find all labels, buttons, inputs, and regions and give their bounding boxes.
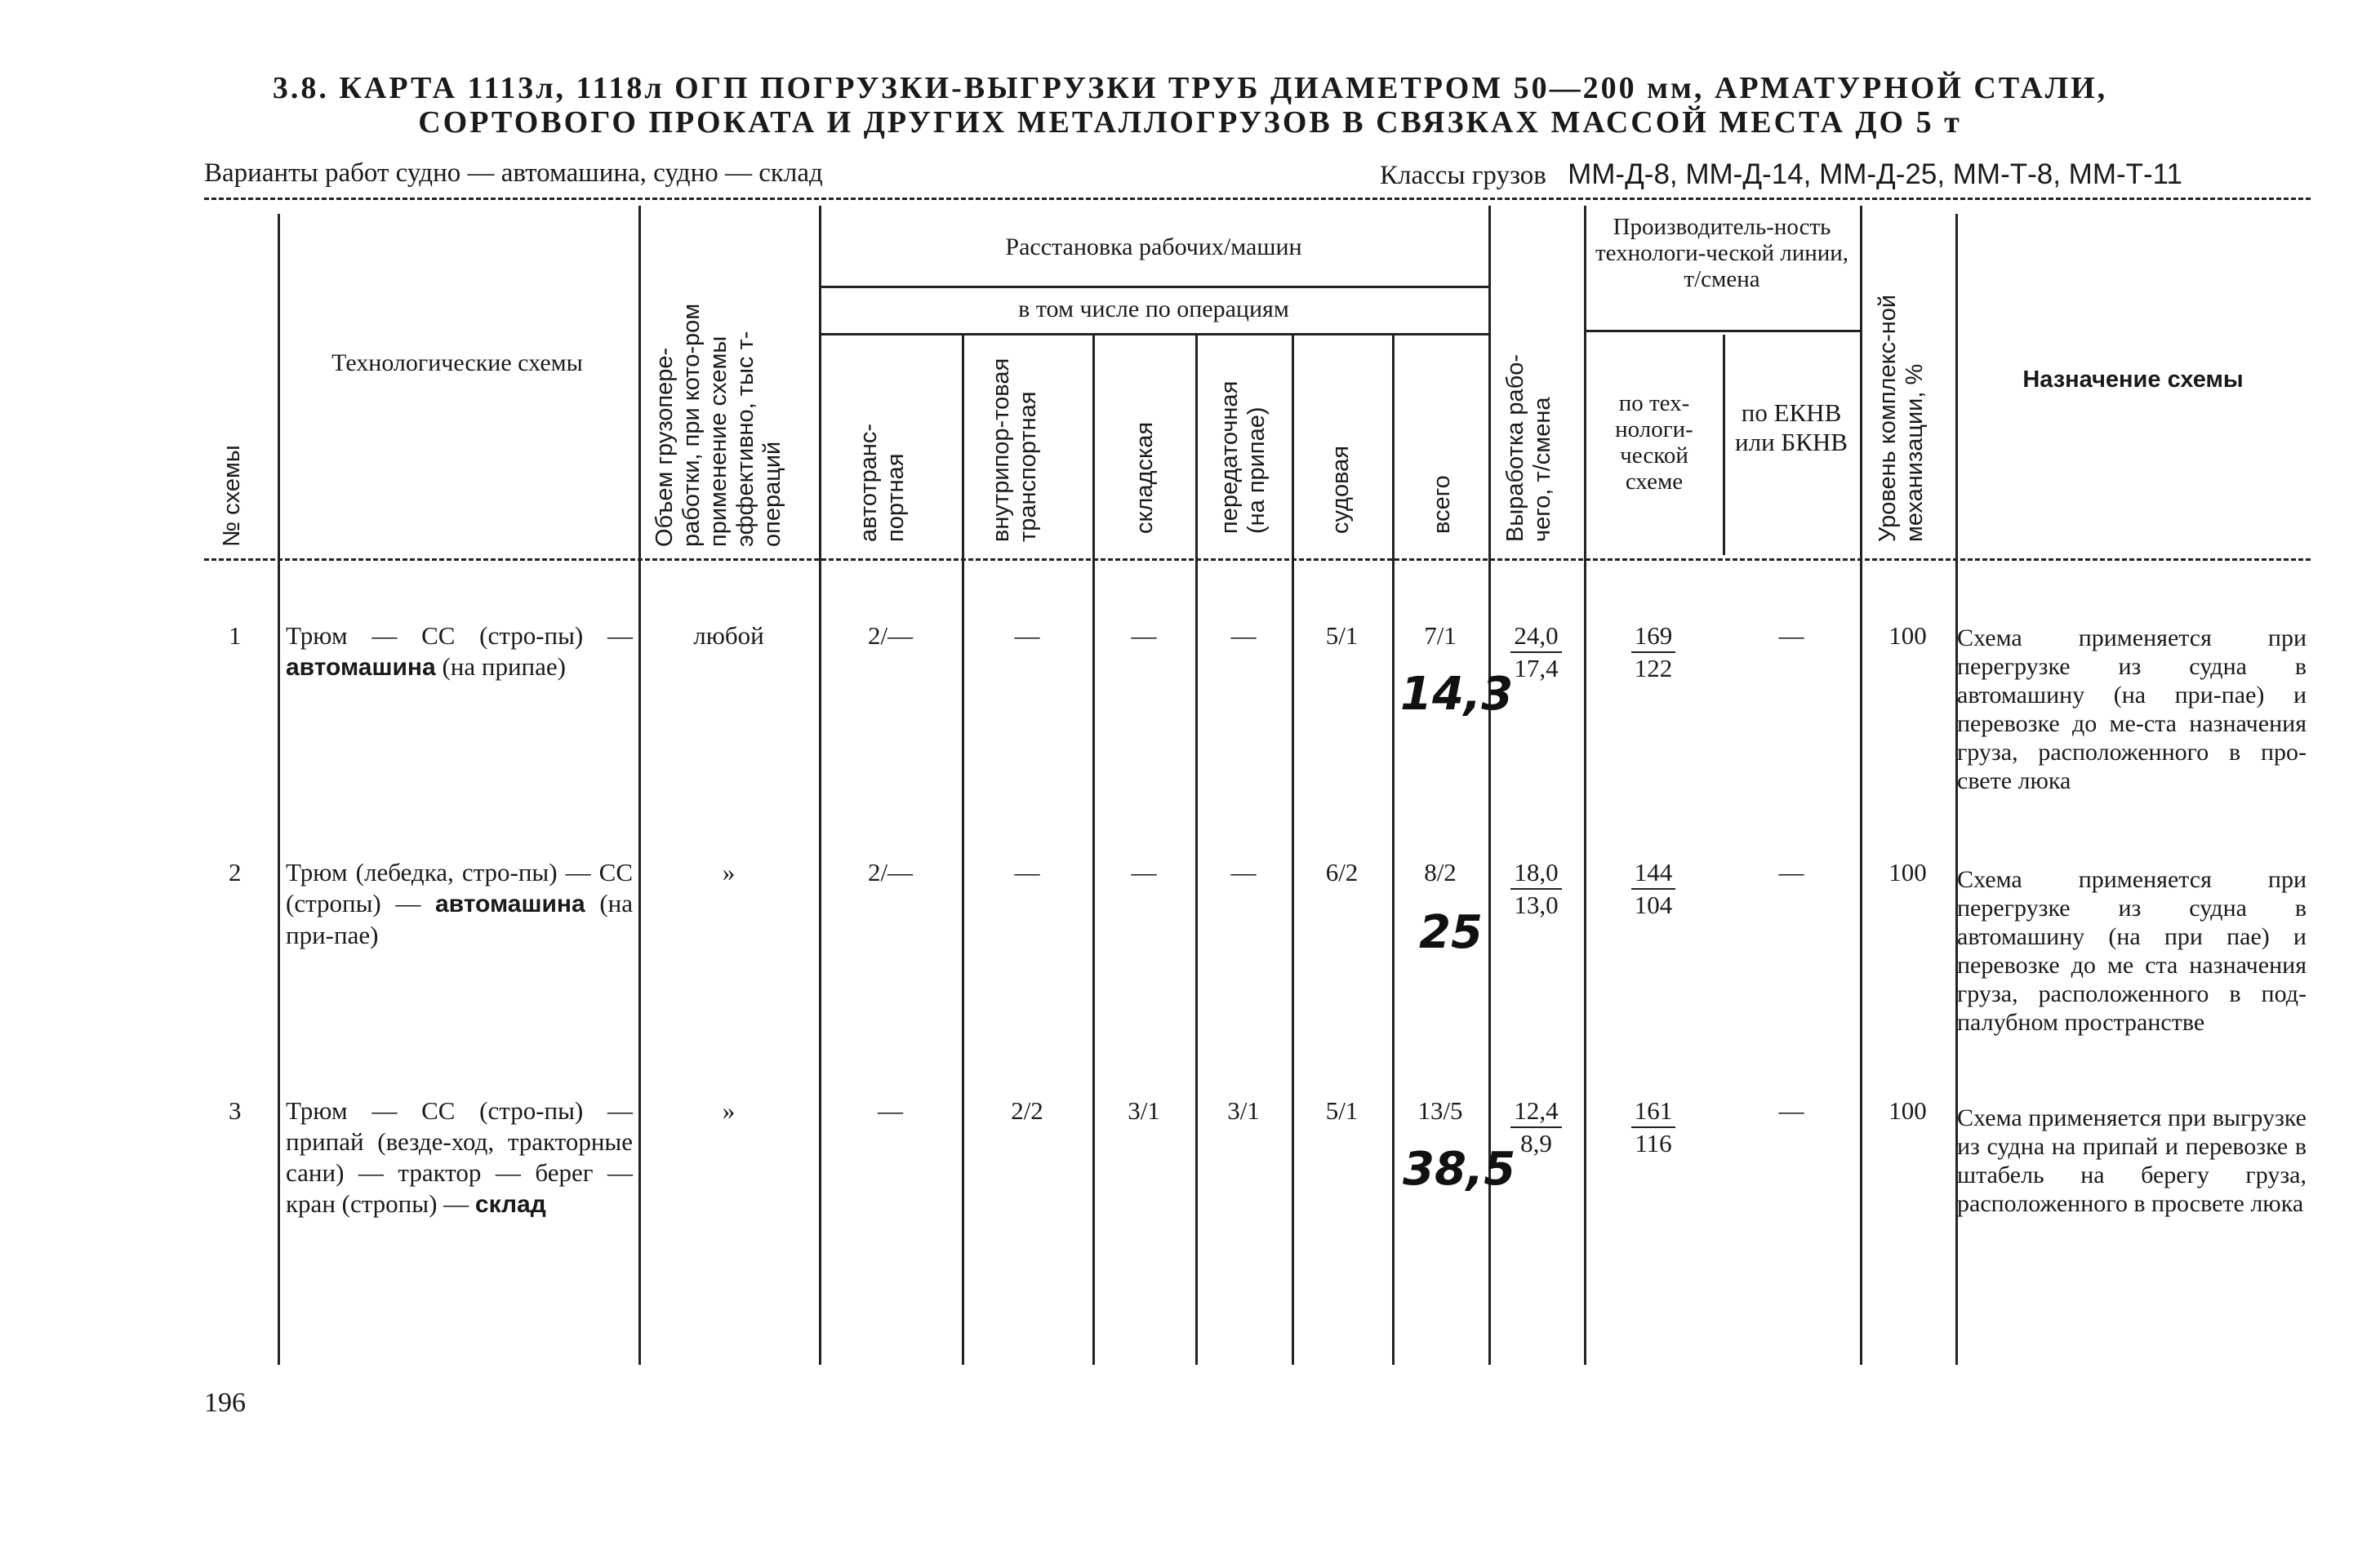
header-by-operations: в том числе по операциям [1018, 295, 1289, 322]
row-2-warehouse: — [1131, 858, 1157, 886]
header-subrule [1584, 330, 1860, 332]
row-1-output: $\frac{24,0}{17,4}$ [1488, 620, 1584, 684]
row-2-output: $\frac{18,0}{13,0}$ [1488, 857, 1584, 921]
row-2-handwritten-note: 25 [1419, 906, 1483, 959]
row-3-warehouse: 3/1 [1128, 1096, 1160, 1125]
col-divider [1092, 335, 1095, 1365]
row-2-ekn: — [1778, 858, 1804, 886]
header-total: всего [1429, 475, 1455, 534]
row-2-productivity: $\frac{144}{104}$ [1584, 857, 1723, 921]
row-3-transfer: 3/1 [1227, 1096, 1260, 1125]
col-divider [638, 206, 641, 1365]
row-3-ekn: — [1778, 1096, 1804, 1125]
work-variants: Варианты работ судно — автомашина, судно — склад [204, 158, 823, 188]
header-subrule [819, 286, 1488, 288]
row-3-ship: 5/1 [1325, 1096, 1359, 1125]
row-1-scheme: Трюм — СС (стро-пы) — автомашина (на припае) [286, 621, 633, 681]
row-3-intra: 2/2 [1011, 1096, 1043, 1125]
header-subrule [819, 333, 1488, 335]
row-1-ekn: — [1778, 621, 1804, 650]
row-2-total: 8/2 [1424, 858, 1457, 886]
col-divider [819, 206, 821, 1365]
col-divider [1392, 335, 1395, 1365]
col-divider [278, 214, 280, 1365]
row-2-ship: 6/2 [1325, 858, 1359, 886]
row-2-mech-level: 100 [1888, 858, 1927, 886]
header-mech-level: Уровень комплекс-ной механизации, % [1875, 294, 1928, 542]
header-top-rule [204, 198, 2311, 200]
header-output: Выработка рабо-чего, т/смена [1502, 354, 1555, 542]
row-1-warehouse: — [1131, 621, 1157, 650]
page-title-line-1: 3.8. КАРТА 1113л, 1118л ОГП ПОГРУЗКИ-ВЫГРУЗКИ ТРУБ ДИАМЕТРОМ 50—200 мм, АРМАТУРНОЙ СТАЛИ, [272, 71, 2108, 105]
row-1-handwritten-note: 14,3 [1400, 668, 1514, 721]
col-divider [1860, 206, 1862, 1365]
header-ship: судовая [1328, 446, 1354, 534]
page-title-line-2: СОРТОВОГО ПРОКАТА И ДРУГИХ МЕТАЛЛОГРУЗОВ В СВЯЗКАХ МАССОЙ МЕСТА ДО 5 т [418, 105, 1962, 140]
row-3-scheme: Трюм — СС (стро-пы) — припай (везде-ход, тракторные сани) — трактор — берег — кран (стропы) — склад [286, 1096, 633, 1218]
row-3-number: 3 [229, 1096, 242, 1125]
row-3-output: $\frac{12,4}{8,9}$ [1488, 1095, 1584, 1159]
row-2-transfer: — [1230, 858, 1257, 886]
header-intra: внутрипор-товая транспортная [988, 358, 1041, 542]
header-placement: Расстановка рабочих/машин [1005, 233, 1302, 260]
header-productivity: Производитель-ность технологи-ческой линии, т/смена [1595, 214, 1849, 292]
row-1-intra: — [1014, 621, 1040, 650]
row-3-mech-level: 100 [1888, 1096, 1927, 1125]
row-2-scheme: Трюм (лебедка, стро-пы) — СС (стропы) — автомашина (на при-пае) [286, 858, 634, 949]
row-3-volume: » [722, 1096, 736, 1125]
col-divider [962, 335, 964, 1365]
row-1-number: 1 [229, 621, 242, 650]
cargo-classes-label: Классы грузов [1380, 161, 1546, 190]
row-1-productivity: $\frac{169}{122}$ [1584, 620, 1723, 684]
row-1-transfer: — [1230, 621, 1257, 650]
row-2-number: 2 [229, 858, 242, 886]
page-number: 196 [204, 1388, 246, 1418]
col-divider [1195, 335, 1198, 1365]
row-3-handwritten-note: 38,5 [1403, 1143, 1516, 1196]
header-transfer: передаточная (на припае) [1217, 380, 1270, 534]
row-2-intra: — [1014, 858, 1040, 886]
header-warehouse: складская [1132, 421, 1158, 534]
header-purpose: Назначение схемы [2022, 367, 2244, 393]
header-tech-schemes: Технологические схемы [331, 349, 583, 376]
cargo-classes-codes: ММ-Д-8, ММ-Д-14, ММ-Д-25, ММ-Т-8, ММ-Т-11 [1568, 158, 2183, 190]
header-by-ekn: по ЕКНВ или БКНВ [1735, 398, 1848, 456]
col-divider [1723, 335, 1725, 555]
row-3-purpose: Схема применяется при выгрузке из судна на припай и перевозке в штабель на берегу груза, расположенного в просвете люка [1957, 1104, 2307, 1217]
row-1-purpose: Схема применяется при перегрузке из судна в автомашину (на при-пае) и перевозке до ме-ста назначения груза, расположенного в про-свете люка [1957, 624, 2307, 794]
row-2-volume: » [722, 858, 736, 886]
header-volume: Объем грузопере-работки, при кото-ром применение схемы эффективно, тыс т-операций [652, 303, 785, 547]
col-divider [1584, 206, 1586, 1365]
row-1-volume: любой [693, 621, 764, 650]
header-by-tech: по тех-нологи-ческой схеме [1615, 390, 1693, 495]
row-2-purpose: Схема применяется при перегрузке из судна в автомашину (на при пае) и перевозке до ме ста назначения груза, расположенного в под-палубном пространстве [1957, 866, 2307, 1036]
row-1-ship: 5/1 [1325, 621, 1359, 650]
row-1-auto: 2/— [867, 621, 914, 650]
row-3-productivity: $\frac{161}{116}$ [1584, 1095, 1723, 1159]
col-divider [1292, 335, 1294, 1365]
row-2-auto: 2/— [867, 858, 914, 886]
cargo-classes [1380, 158, 2182, 191]
row-3-total: 13/5 [1417, 1096, 1463, 1125]
header-auto: автотранс-портная [856, 423, 909, 542]
row-1-mech-level: 100 [1888, 621, 1927, 650]
row-3-auto: — [878, 1096, 903, 1125]
header-scheme-number: № схемы [219, 445, 245, 547]
row-1-total: 7/1 [1424, 621, 1457, 650]
header-bottom-rule [204, 558, 2311, 561]
